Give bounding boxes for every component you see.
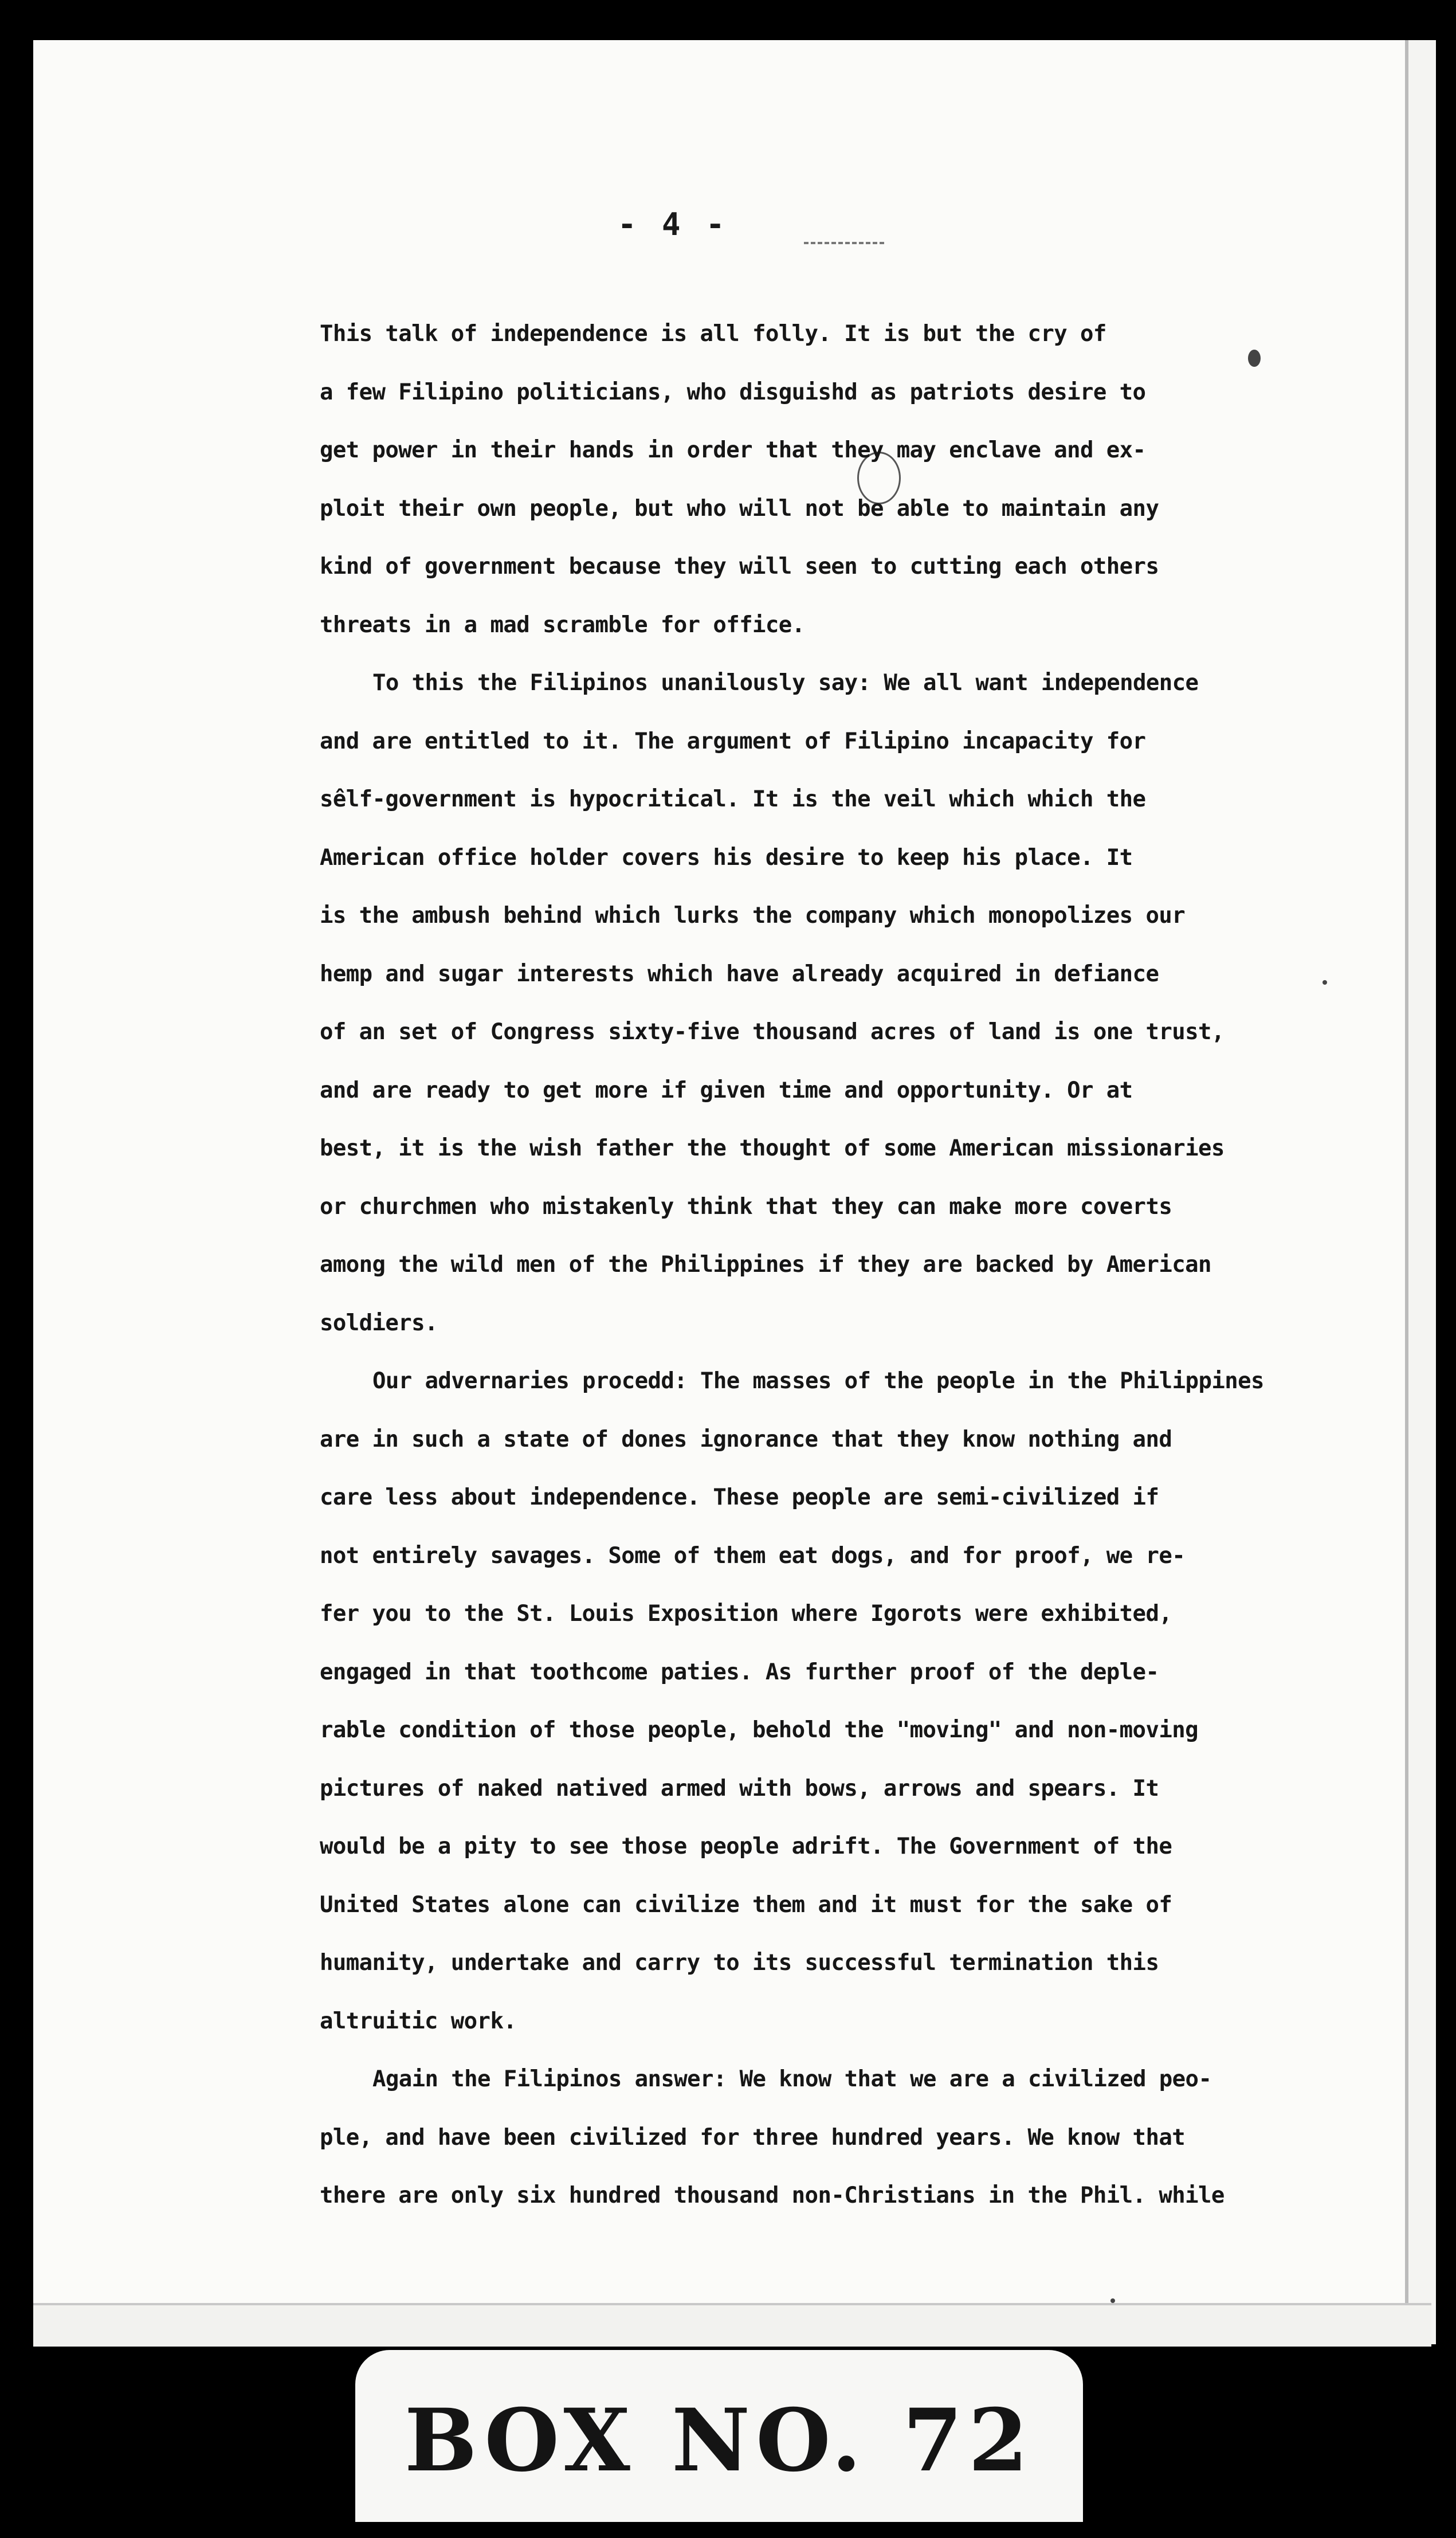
text-line: among the wild men of the Philippines if they are backed by American — [320, 1252, 1211, 1278]
text-line: of an set of Congress sixty-five thousand acres of land is one trust, — [320, 1019, 1225, 1045]
page-mark — [804, 242, 884, 248]
text-line: To this the Filipinos unanilously say: We all want independence — [372, 670, 1199, 696]
text-line: there are only six hundred thousand non-Christians in the Phil. while — [320, 2183, 1225, 2208]
typed-sheet — [33, 40, 1428, 2344]
text-line: are in such a state of dones ignorance that they know nothing and — [320, 1426, 1172, 1452]
text-line: best, it is the wish father the thought of some American missionaries — [320, 1135, 1225, 1161]
text-line: sêlf-government is hypocritical. It is the veil which which the — [320, 786, 1146, 812]
page-stack-edge — [1405, 40, 1436, 2344]
text-line: a few Filipino politicians, who disguishd as patriots desire to — [320, 379, 1146, 405]
text-line: and are entitled to it. The argument of Filipino incapacity for — [320, 728, 1146, 754]
text-line: United States alone can civilize them and it must for the sake of — [320, 1891, 1172, 1918]
text-line: American office holder covers his desire to keep his place. It — [320, 844, 1133, 871]
text-line: would be a pity to see those people adrift. The Government of the — [320, 1834, 1172, 1859]
ink-speck — [1322, 980, 1327, 985]
text-line: pictures of naked natived armed with bows, arrows and spears. It — [320, 1775, 1159, 1801]
text-line: ploit their own people, but who will not be able to maintain any — [320, 495, 1159, 522]
text-line: soldiers. — [320, 1310, 438, 1336]
text-line: fer you to the St. Louis Exposition where Igorots were exhibited, — [320, 1601, 1172, 1627]
ink-speck — [1110, 2298, 1115, 2303]
text-line: ple, and have been civilized for three hundred years. We know that — [320, 2124, 1186, 2151]
text-line: kind of government because they will seen to cutting each others — [320, 554, 1159, 579]
text-line: care less about independence. These people are semi-civilized if — [320, 1485, 1159, 1510]
text-line: threats in a mad scramble for office. — [320, 612, 805, 638]
text-line: engaged in that toothcome paties. As further proof of the deple- — [320, 1659, 1159, 1685]
text-line: Again the Filipinos answer: We know that we are a civilized peo- — [372, 2066, 1212, 2092]
page-stack-bottom-edge — [33, 2303, 1431, 2347]
text-line: altruitic work. — [320, 2008, 517, 2034]
text-line: and are ready to get more if given time and opportunity. Or at — [320, 1077, 1133, 1103]
text-line: not entirely savages. Some of them eat dogs, and for proof, we re- — [320, 1542, 1186, 1569]
box-label-card — [355, 2350, 1083, 2522]
text-line: This talk of independence is all folly. It is but the cry of — [320, 321, 1106, 347]
text-line: is the ambush behind which lurks the company which monopolizes our — [320, 903, 1186, 929]
page-number: - 4 - — [618, 206, 728, 242]
ink-speck — [1248, 350, 1261, 367]
text-line: or churchmen who mistakenly think that they can make more coverts — [320, 1193, 1172, 1220]
typed-body-text — [320, 305, 1408, 2225]
text-line: get power in their hands in order that they may enclave and ex- — [320, 437, 1146, 463]
text-line: hemp and sugar interests which have already acquired in defiance — [320, 961, 1159, 987]
text-line: rable condition of those people, behold the "moving" and non-moving — [320, 1717, 1198, 1743]
text-line: Our advernaries procedd: The masses of the people in the Philippines — [372, 1368, 1264, 1394]
box-label-text: BOX NO. 72 — [404, 2390, 1034, 2491]
text-line: humanity, undertake and carry to its successful termination this — [320, 1950, 1159, 1976]
